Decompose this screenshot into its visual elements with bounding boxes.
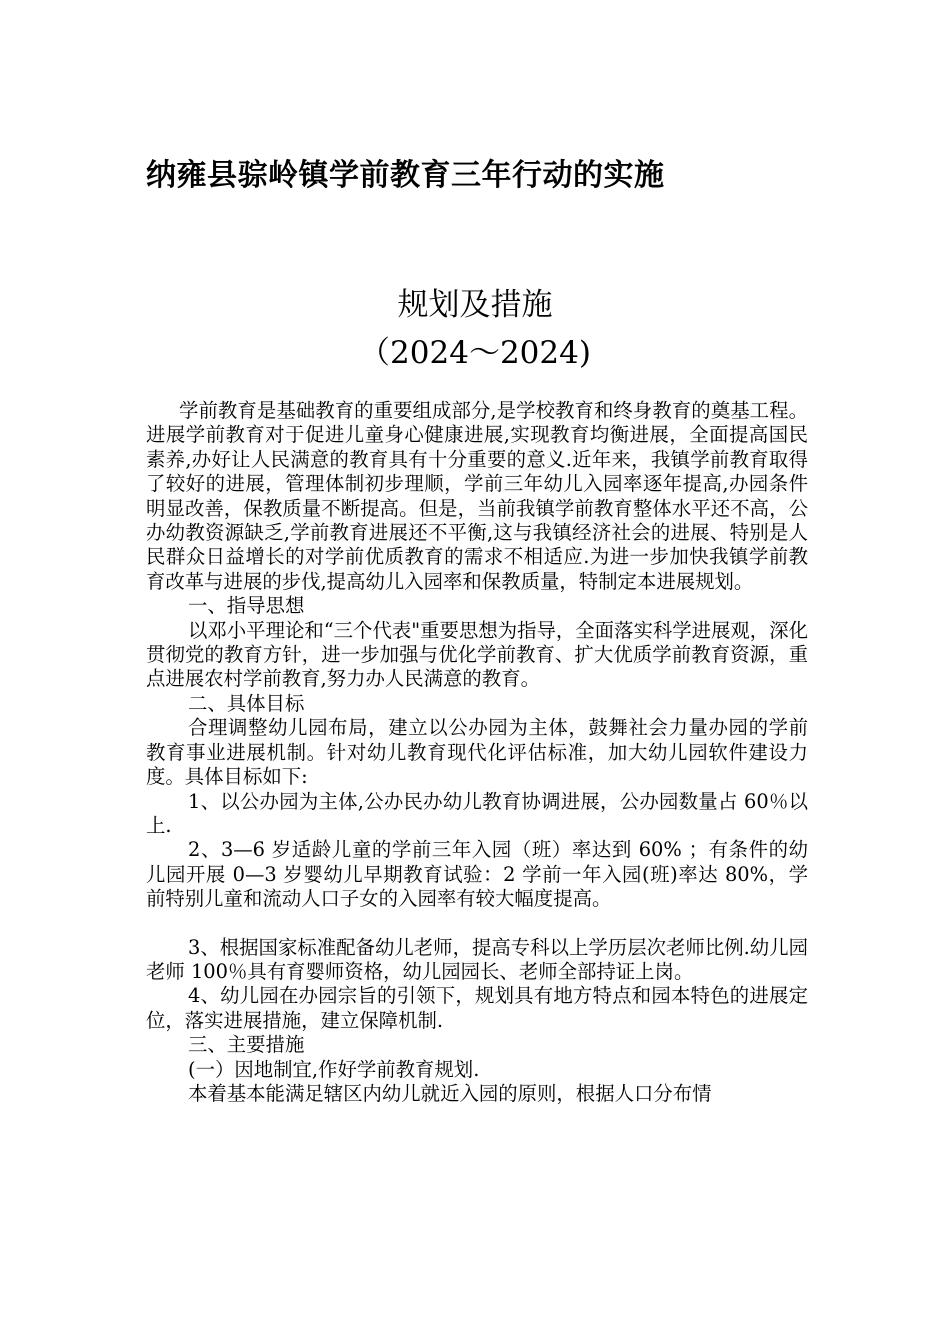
- document-title: 纳雍县骔岭镇学前教育三年行动的实施: [146, 158, 665, 193]
- goal-item-1: 1、以公办园为主体,公办民办幼儿教育协调进展，公办园数量占 60％以上.: [146, 789, 808, 837]
- goal-item-4: 4、幼儿园在办园宗旨的引领下，规划具有地方特点和园本特色的进展定位，落实进展措施，建立保障机制.: [146, 984, 808, 1032]
- document-subtitle: 规划及措施: [397, 287, 553, 323]
- intro-paragraph: 学前教育是基础教育的重要组成部分,是学校教育和终身教育的奠基工程。进展学前教育对于促进儿童身心健康进展,实现教育均衡进展，全面提高国民素养,办好让人民满意的教育具有十分重要的意义.近年来，我镇学前教育取得了较好的进展，管理体制初步理顺，学前三年幼儿入园率逐年提高,办园条件明显改善，保教质量不断提高。但是，当前我镇学前教育整体水平还不高，公办幼教资源缺乏,学前教育进展还不平衡,这与我镇经济社会的进展、特别是人民群众日益增长的对学前优质教育的需求不相适应.为进一步加快我镇学前教育改革与进展的步伐,提高幼儿入园率和保教质量，特制定本进展规划。: [146, 399, 808, 593]
- measure-subheading-1: (一）因地制宜,作好学前教育规划.: [188, 1057, 480, 1081]
- section-heading-guiding-thought: 一、指导思想: [188, 594, 305, 618]
- goal-item-2: 2、3—6 岁适龄儿童的学前三年入园（班）率达到 60% ；有条件的幼儿园开展 0—3 岁婴幼儿早期教育试验：2 学前一年入园(班)率达 80%，学前特别儿童和流动人口子女的入园率有较大幅度提高。: [146, 838, 808, 911]
- goal-item-3: 3、根据国家标准配备幼儿老师，提高专科以上学历层次老师比例.幼儿园老师 100％具有育婴师资格，幼儿园园长、老师全部持证上岗。: [146, 935, 808, 983]
- document-body: [146, 399, 808, 1106]
- guiding-thought-paragraph: 以邓小平理论和“三个代表"重要思想为指导，全面落实科学进展观，深化贯彻党的教育方针，进一步加强与优化学前教育、扩大优质学前教育资源，重点进展农村学前教育,努力办人民满意的教育。: [146, 618, 808, 691]
- section-heading-main-measures: 三、主要措施: [188, 1033, 305, 1057]
- document-date-range: （2024～2024): [359, 335, 591, 371]
- measure-paragraph-1: 本着基本能满足辖区内幼儿就近入园的原则，根据人口分布情: [188, 1081, 712, 1105]
- specific-goals-paragraph: 合理调整幼儿园布局，建立以公办园为主体，鼓舞社会力量办园的学前教育事业进展机制。针对幼儿教育现代化评估标准，加大幼儿园软件建设力度。具体目标如下:: [146, 716, 808, 789]
- section-heading-specific-goals: 二、具体目标: [188, 691, 305, 715]
